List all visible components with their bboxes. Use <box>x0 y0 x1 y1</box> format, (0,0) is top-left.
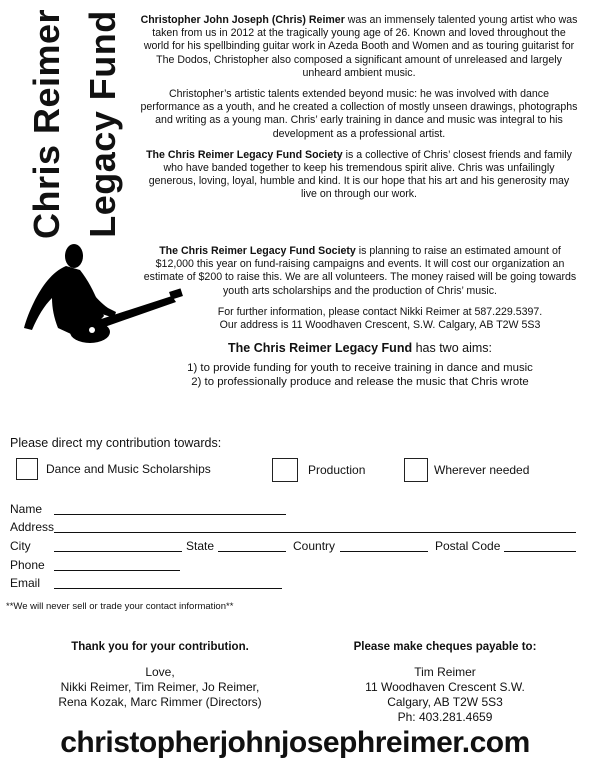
postal-code-field[interactable] <box>504 539 576 552</box>
option-scholarships[interactable]: Dance and Music Scholarships <box>16 458 211 480</box>
aim-2: 2) to professionally produce and release the music that Chris wrote <box>191 376 529 389</box>
email-field[interactable] <box>54 576 282 589</box>
name-label: Name <box>10 502 43 516</box>
name-field[interactable] <box>54 502 286 515</box>
vertical-title <box>24 8 134 240</box>
directors-line-2: Rena Kozak, Marc Rimmer (Directors) <box>58 695 262 709</box>
contribution-options <box>10 458 580 484</box>
city-row <box>10 539 580 555</box>
privacy-note: **We will never sell or trade your contact information** <box>6 601 234 612</box>
title-line-2: Legacy Fund <box>82 10 123 238</box>
contribution-form <box>10 436 580 590</box>
thanks-section <box>40 640 280 710</box>
intro-paragraph-2: Christopher’s artistic talents extended beyond music: he was involved with dance performance as a youth, and he created a collection of mostly unseen drawings, photographs and writing as a young man. Chris’ early training in dance and music was integral to his development as a professional artist. <box>140 88 578 140</box>
state-label: State <box>186 539 215 553</box>
phone-label: Phone <box>10 558 45 572</box>
intro-paragraph-3: The Chris Reimer Legacy Fund Society is a collective of Chris’ closest friends and family who have banded together to keep his tremendous spirit alive. Chris was unfailingly generous, loving, loyal, humble and kind. It is our hope that his art and his generosity may live on through our work. <box>146 148 572 201</box>
thanks-heading: Thank you for your contribution. <box>71 641 249 653</box>
payee-address-2: Calgary, AB T2W 5S3 <box>387 695 503 709</box>
payee-phone: Ph: 403.281.4659 <box>397 710 493 724</box>
address-field[interactable] <box>54 520 576 533</box>
address-label: Address <box>10 520 55 534</box>
cheques-section <box>330 640 560 725</box>
love-line: Love, <box>145 665 175 679</box>
direct-contribution-label: Please direct my contribution towards: <box>10 436 222 450</box>
phone-field[interactable] <box>54 558 180 571</box>
address-row <box>10 520 580 536</box>
postal-code-label: Postal Code <box>435 539 501 553</box>
phone-row <box>10 558 580 574</box>
aims-list <box>140 361 580 389</box>
title-line-1: Chris Reimer <box>26 8 67 240</box>
intro-section <box>140 14 578 210</box>
city-field[interactable] <box>54 539 182 552</box>
payee-address-1: 11 Woodhaven Crescent S.W. <box>365 680 525 694</box>
wherever-needed-checkbox[interactable] <box>404 458 428 482</box>
directors-line-1: Nikki Reimer, Tim Reimer, Jo Reimer, <box>60 680 260 694</box>
scholarships-checkbox[interactable] <box>16 458 38 480</box>
website-url: christopherjohnjosephreimer.com <box>60 726 530 759</box>
payee-name: Tim Reimer <box>414 665 476 679</box>
fund-details-section <box>140 245 580 389</box>
state-field[interactable] <box>218 539 286 552</box>
production-checkbox[interactable] <box>272 458 298 482</box>
option-wherever-needed[interactable]: Wherever needed <box>404 458 529 482</box>
country-field[interactable] <box>340 539 428 552</box>
option-production[interactable]: Production <box>272 458 365 482</box>
cheques-heading: Please make cheques payable to: <box>353 641 537 653</box>
name-row <box>10 502 580 518</box>
city-label: City <box>10 539 31 553</box>
email-label: Email <box>10 576 41 590</box>
email-row <box>10 576 580 592</box>
contact-info: For further information, please contact Nikki Reimer at 587.229.5397. Our address is 11 Woodhaven Crescent, S.W. Calgary, AB T2W 5S3 <box>217 305 543 332</box>
aims-heading: The Chris Reimer Legacy Fund has two aims: <box>228 341 492 356</box>
intro-paragraph-1: Christopher John Joseph (Chris) Reimer was an immensely talented young artist who was taken from us in 2012 at the tragically young age of 26. Known and loved throughout the world for his spellbinding guitar work in Azeda Booth and Women and as touring guitarist for The Dodos, Christopher also composed a significant amount of unreleased and largely unheard ambient music. <box>140 14 578 79</box>
fundraising-plan: The Chris Reimer Legacy Fund Society is planning to raise an estimated amount of $12,000 this year on fund-raising campaigns and events. It will cost our organization an estimate of $200 to raise this. We are all volunteers. The money raised will be going towards youth arts scholarships and the production of Chris’ music. <box>143 245 577 297</box>
aim-1: 1) to provide funding for youth to receive training in dance and music <box>187 362 533 375</box>
country-label: Country <box>293 539 336 553</box>
